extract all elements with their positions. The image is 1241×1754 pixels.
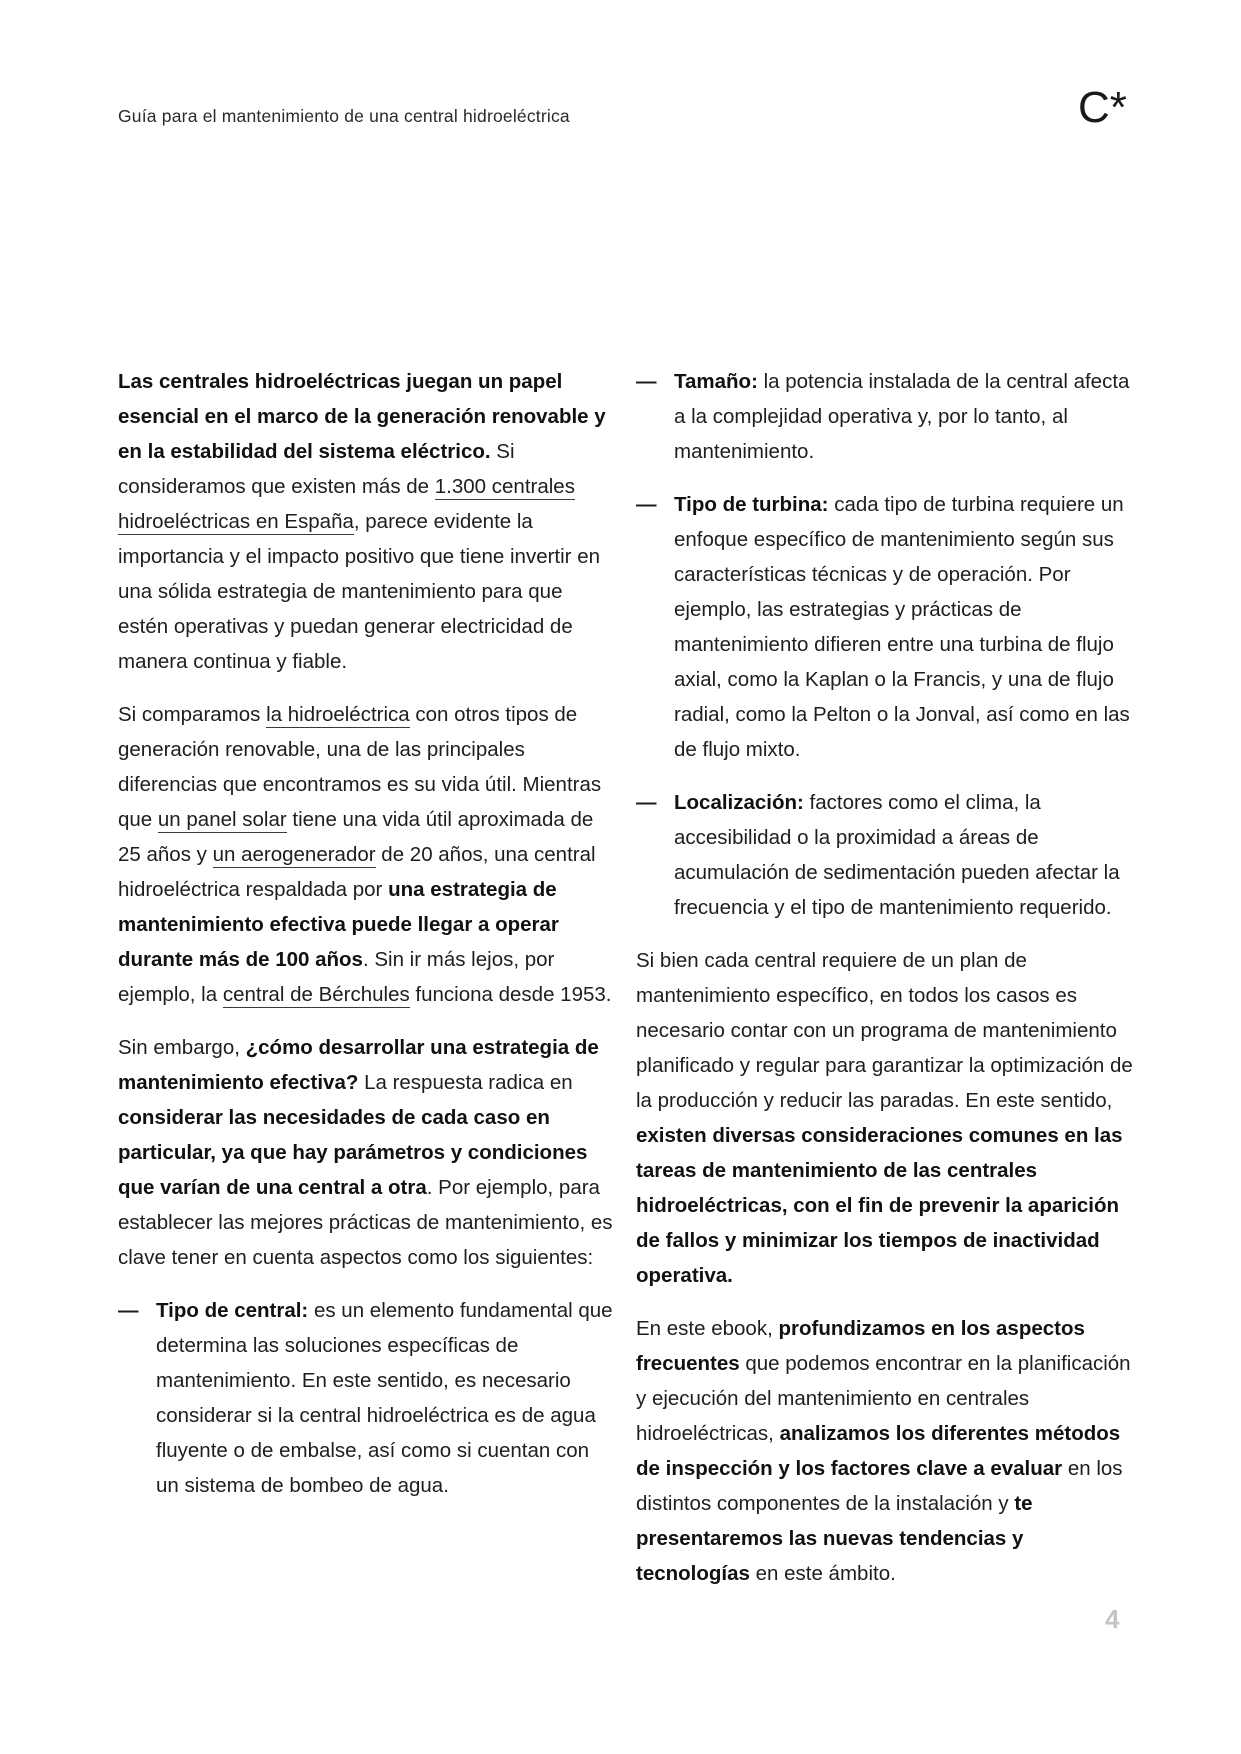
link-aerogenerador[interactable]: un aerogenerador: [212, 843, 376, 866]
list-item: — Tipo de turbina: cada tipo de turbina requiere un enfoque específico de mantenimiento según sus características técnicas y de operación. Por ejemplo, las estrategias y prácticas de mantenimiento difieren entre una turbina de flujo axial, como la Kaplan o la Francis, y una de flujo radial, como la Pelton o la Jonval, así como en las de flujo mixto.: [636, 487, 1133, 767]
right-column: [636, 364, 1133, 1609]
maintenance-plan-paragraph: Si bien cada central requiere de un plan de mantenimiento específico, en todos los casos es necesario contar con un programa de mantenimiento planificado y regular para garantizar la optimización de la producción y reducir las paradas. En este sentido, existen diversas consideraciones comunes en las tareas de mantenimiento de las centrales hidroeléctricas, con el fin de prevenir la aparición de fallos y minimizar los tiempos de inactividad operativa.: [636, 949, 1133, 1287]
left-column: [118, 364, 615, 1521]
comparison-paragraph: Si comparamos la hidroeléctrica con otros tipos de generación renovable, una de las principales diferencias que encontramos es su vida útil. Mientras que un panel solar tiene una vida útil aproximada de 25 años y un aerogenerador de 20 años, una central hidroeléctrica respaldada por una estrategia de mantenimiento efectiva puede llegar a operar durante más de 100 años. Sin ir más lejos, por ejemplo, la central de Bérchules funciona desde 1953.: [118, 703, 612, 1006]
link-central-berchules[interactable]: central de Bérchules: [222, 983, 410, 1006]
ebook-summary-paragraph: En este ebook, profundizamos en los aspectos frecuentes que podemos encontrar en la planificación y ejecución del mantenimiento en centrales hidroeléctricas, analizamos los diferentes métodos de inspección y los factores clave a evaluar en los distintos componentes de la instalación y te presentaremos las nuevas tendencias y tecnologías en este ámbito.: [636, 1317, 1131, 1585]
list-item: — Tipo de central: es un elemento fundamental que determina las soluciones específicas de mantenimiento. En este sentido, es necesario considerar si la central hidroeléctrica es de agua fluyente o de embalse, así como si cuentan con un sistema de bombeo de agua.: [118, 1293, 615, 1503]
link-hidroelectrica[interactable]: la hidroeléctrica: [266, 703, 410, 726]
list-item: — Localización: factores como el clima, la accesibilidad o la proximidad a áreas de acumulación de sedimentación pueden afectar la frecuencia y el tipo de mantenimiento requerido.: [636, 785, 1133, 925]
aspects-list-left: [118, 1293, 615, 1503]
dash-bullet: —: [118, 1299, 139, 1322]
aspects-list-right: [636, 364, 1133, 925]
link-centrales-espana[interactable]: 1.300 centrales hidroeléctricas en España: [118, 475, 575, 533]
dash-bullet: —: [636, 791, 657, 814]
brand-logo: C*: [1078, 83, 1127, 132]
page-number: 4: [1105, 1604, 1120, 1634]
list-item: — Tamaño: la potencia instalada de la central afecta a la complejidad operativa y, por lo tanto, al mantenimiento.: [636, 364, 1133, 469]
document-title: Guía para el mantenimiento de una central hidroeléctrica: [118, 106, 570, 126]
dash-bullet: —: [636, 370, 657, 393]
link-panel-solar[interactable]: un panel solar: [157, 808, 287, 831]
strategy-paragraph: Sin embargo, ¿cómo desarrollar una estrategia de mantenimiento efectiva? La respuesta radica en considerar las necesidades de cada caso en particular, ya que hay parámetros y condiciones que varían de una central a otra. Por ejemplo, para establecer las mejores prácticas de mantenimiento, es clave tener en cuenta aspectos como los siguientes:: [118, 1036, 613, 1269]
dash-bullet: —: [636, 493, 657, 516]
intro-paragraph: Las centrales hidroeléctricas juegan un papel esencial en el marco de la generación renovable y en la estabilidad del sistema eléctrico. Si consideramos que existen más de 1.300 centrales hidroeléctricas en España, parece evidente la importancia y el impacto positivo que tiene invertir en una sólida estrategia de mantenimiento para que estén operativas y puedan generar electricidad de manera continua y fiable.: [118, 370, 606, 673]
